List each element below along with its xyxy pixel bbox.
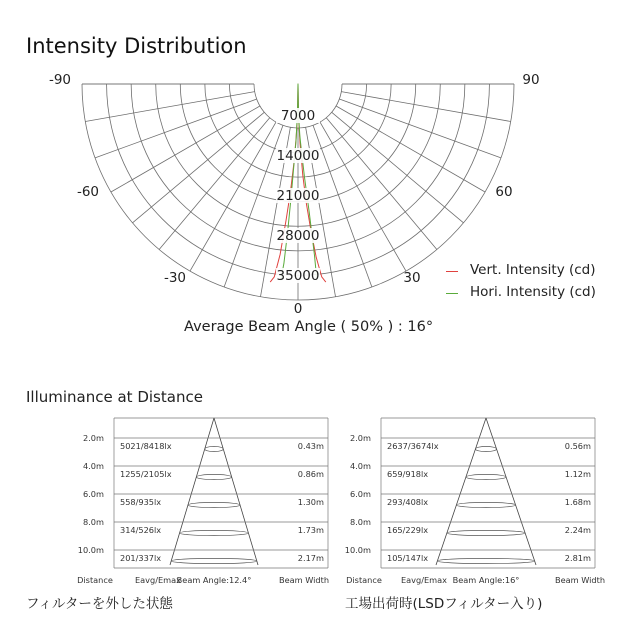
- eavg-value: 201/337lx: [120, 553, 162, 563]
- distance-label: 10.0m: [77, 545, 104, 555]
- polar-spoke: [332, 112, 464, 223]
- legend-vert-swatch: [446, 271, 458, 272]
- eavg-value: 5021/8418lx: [120, 441, 172, 451]
- cone-edge: [486, 418, 536, 565]
- eavg-value: 1255/2105lx: [120, 469, 172, 479]
- polar-spoke: [326, 118, 437, 250]
- beam-ellipse: [456, 502, 515, 507]
- eavg-value: 165/229lx: [387, 525, 429, 535]
- distance-label: 2.0m: [350, 433, 371, 443]
- eavg-value: 2637/3674lx: [387, 441, 439, 451]
- distance-label: 8.0m: [83, 517, 104, 527]
- polar-spoke: [224, 125, 283, 287]
- cone-edge: [214, 418, 258, 565]
- cone-edge: [436, 418, 486, 565]
- caption-no-filter: フィルターを外した状態: [26, 596, 173, 612]
- legend-hori-label: Hori. Intensity (cd): [470, 284, 596, 300]
- page-title: Intensity Distribution: [26, 34, 247, 58]
- beam-width-header: Beam Width: [554, 575, 606, 585]
- eavg-value: 293/408lx: [387, 497, 429, 507]
- polar-spoke: [133, 112, 265, 223]
- legend-vert: [470, 262, 596, 278]
- eavg-header: Eavg/Emax: [134, 575, 182, 585]
- angle-label: -60: [76, 184, 100, 200]
- illuminance-title: Illuminance at Distance: [26, 388, 203, 406]
- beam-width-value: 1.30m: [297, 497, 324, 507]
- beam-ellipse: [475, 446, 496, 451]
- eavg-value: 314/526lx: [120, 525, 162, 535]
- beam-width-value: 1.68m: [564, 497, 591, 507]
- beam-ellipse: [171, 558, 257, 563]
- distance-label: 6.0m: [83, 489, 104, 499]
- legend-vert-label: Vert. Intensity (cd): [470, 262, 596, 278]
- beam-width-value: 1.12m: [564, 469, 591, 479]
- illuminance-diagram-lsd-filter: [343, 412, 607, 594]
- beam-width-value: 0.86m: [297, 469, 324, 479]
- beam-width-value: 0.43m: [297, 441, 324, 451]
- distance-label: 4.0m: [350, 461, 371, 471]
- polar-spoke: [313, 125, 372, 287]
- radial-tick-label: 7000: [280, 108, 316, 124]
- beam-ellipse: [196, 474, 231, 479]
- angle-label: 60: [495, 184, 513, 200]
- angle-label: 0: [293, 301, 303, 317]
- eavg-value: 659/918lx: [387, 469, 429, 479]
- beam-angle-label: Beam Angle:12.4°: [176, 575, 252, 585]
- beam-ellipse: [466, 474, 506, 479]
- polar-spoke: [85, 92, 254, 122]
- radial-tick-label: 35000: [276, 268, 320, 284]
- beam-ellipse: [205, 446, 224, 451]
- radial-tick-label: 21000: [276, 188, 320, 204]
- eavg-value: 558/935lx: [120, 497, 162, 507]
- eavg-value: 105/147lx: [387, 553, 429, 563]
- beam-width-header: Beam Width: [278, 575, 330, 585]
- distance-label: 2.0m: [83, 433, 104, 443]
- angle-label: 90: [522, 72, 540, 88]
- beam-angle-label: Beam Angle:16°: [452, 575, 520, 585]
- beam-width-value: 0.56m: [564, 441, 591, 451]
- polar-spoke: [95, 99, 257, 158]
- polar-spoke: [339, 99, 501, 158]
- distance-label: 10.0m: [344, 545, 371, 555]
- beam-width-value: 2.81m: [564, 553, 591, 563]
- angle-label: -90: [48, 72, 72, 88]
- beam-ellipse: [447, 530, 525, 535]
- distance-label: 6.0m: [350, 489, 371, 499]
- distance-label: 4.0m: [83, 461, 104, 471]
- legend-hori-swatch: [446, 293, 458, 294]
- caption-lsd-filter: 工場出荷時(LSDフィルター入り): [345, 596, 543, 612]
- radial-tick-label: 14000: [276, 148, 320, 164]
- eavg-header: Eavg/Emax: [400, 575, 448, 585]
- legend-hori: [470, 284, 596, 300]
- distance-label: 8.0m: [350, 517, 371, 527]
- polar-spoke: [159, 118, 270, 250]
- distance-header: Distance: [77, 575, 113, 585]
- average-beam-angle: Average Beam Angle ( 50% ) : 16°: [184, 319, 434, 335]
- radial-tick-label: 28000: [276, 228, 320, 244]
- beam-ellipse: [188, 502, 240, 507]
- beam-ellipse: [180, 530, 249, 535]
- angle-label: -30: [163, 270, 187, 286]
- beam-width-value: 1.73m: [297, 525, 324, 535]
- cone-edge: [170, 418, 214, 565]
- angle-label: 30: [403, 270, 421, 286]
- beam-ellipse: [437, 558, 534, 563]
- beam-width-value: 2.17m: [297, 553, 324, 563]
- distance-header: Distance: [346, 575, 382, 585]
- illuminance-diagram-no-filter: [76, 412, 340, 594]
- polar-spoke: [341, 92, 510, 122]
- beam-width-value: 2.24m: [564, 525, 591, 535]
